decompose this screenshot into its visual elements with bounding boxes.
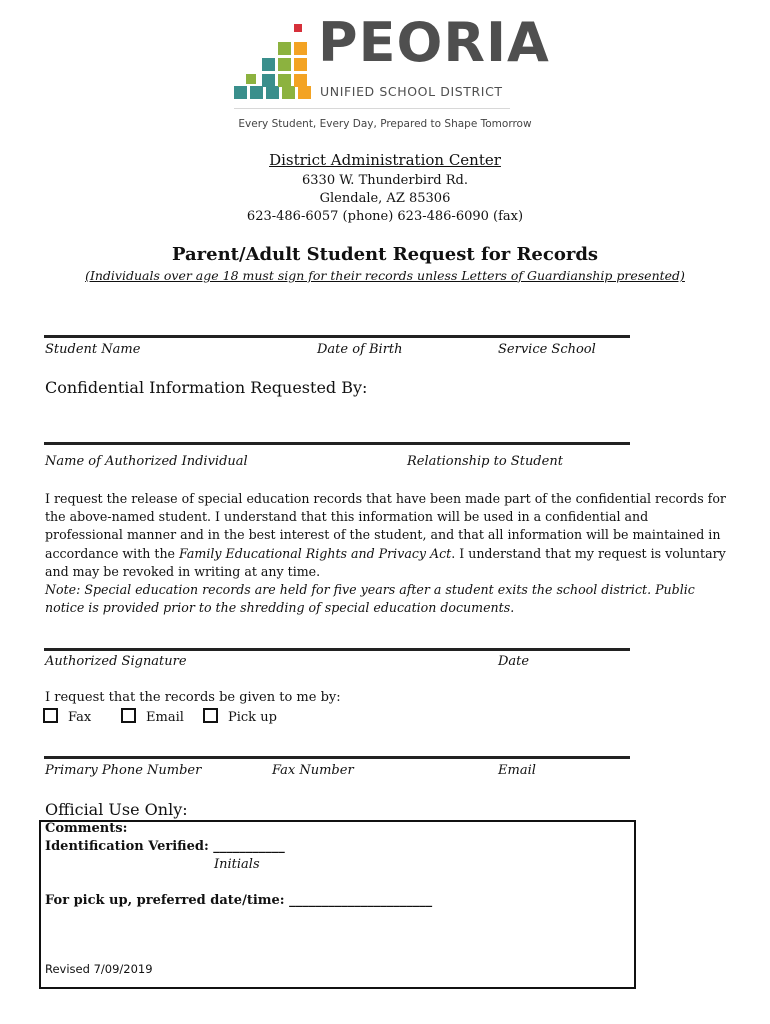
- district-tagline: Every Student, Every Day, Prepared to Shape Tomorrow: [238, 118, 532, 130]
- comments-label: Comments:: [45, 821, 128, 836]
- email-option-label: Email: [146, 710, 184, 725]
- fax-option-label: Fax: [68, 710, 92, 725]
- authorized-individual-label: Name of Authorized Individual: [45, 454, 248, 469]
- address-city: Glendale, AZ 85306: [319, 191, 451, 206]
- revision-date: Revised 7/09/2019: [45, 962, 153, 976]
- date-of-birth-label: Date of Birth: [317, 342, 403, 357]
- district-logo-mark: [234, 24, 314, 100]
- retention-note: Note: Special education records are held for five years after a student exits the school district. Public notice is provided prior to the shredding of special education documents.: [45, 582, 695, 616]
- pickup-checkbox[interactable]: [203, 708, 218, 723]
- contact-info-line[interactable]: [44, 756, 630, 759]
- fax-number-label: Fax Number: [272, 763, 354, 778]
- signature-line[interactable]: [44, 648, 630, 651]
- address-title: District Administration Center: [269, 151, 501, 169]
- email-option[interactable]: [121, 708, 184, 725]
- relationship-label: Relationship to Student: [407, 454, 563, 469]
- requested-by-heading: Confidential Information Requested By:: [45, 378, 368, 397]
- logo-square: [298, 86, 311, 99]
- logo-square: [250, 86, 263, 99]
- identification-verified-field: Identification Verified: ___________: [45, 839, 285, 854]
- logo-square: [294, 58, 307, 71]
- logo-square: [294, 42, 307, 55]
- logo-wordmark: PEORIA: [318, 11, 550, 74]
- ferpa-name: Family Educational Rights and Privacy Act: [179, 545, 452, 561]
- logo-square: [278, 58, 291, 71]
- email-checkbox[interactable]: [121, 708, 136, 723]
- pickup-option[interactable]: [203, 708, 277, 725]
- logo-square: [294, 24, 302, 32]
- official-use-heading: Official Use Only:: [45, 800, 188, 819]
- service-school-label: Service School: [498, 342, 596, 357]
- student-info-line[interactable]: [44, 335, 630, 338]
- logo-square: [282, 86, 295, 99]
- release-text: I request the release of special education records that have been made part of the confidential records for the above-named student. I understand that this information will be used in a confidential and professional manner and in the best interest of the student, and that all information will be maintained in accordance with the: [45, 491, 726, 561]
- form-subtitle: (Individuals over age 18 must sign for their records unless Letters of Guardianship presented): [85, 268, 685, 283]
- logo-square: [234, 86, 247, 99]
- pickup-option-label: Pick up: [228, 710, 277, 725]
- logo-square: [262, 58, 275, 71]
- authorized-info-line[interactable]: [44, 442, 630, 445]
- email-label: Email: [498, 763, 536, 778]
- pickup-datetime-field: For pick up, preferred date/time: ______________________: [45, 893, 433, 908]
- fax-option[interactable]: [43, 708, 91, 725]
- logo-square: [278, 74, 291, 87]
- student-name-label: Student Name: [45, 342, 141, 357]
- logo-square: [266, 86, 279, 99]
- logo-divider: [234, 108, 510, 109]
- primary-phone-label: Primary Phone Number: [45, 763, 202, 778]
- release-text-end: . I understand that my request is voluntary and may be revoked in writing at any time.: [45, 545, 726, 579]
- logo-square: [246, 74, 256, 84]
- authorized-signature-label: Authorized Signature: [45, 654, 187, 669]
- address-street: 6330 W. Thunderbird Rd.: [302, 173, 468, 188]
- logo-subtitle: UNIFIED SCHOOL DISTRICT: [320, 84, 503, 99]
- release-statement: [45, 490, 729, 617]
- initials-label: Initials: [214, 857, 260, 872]
- address-phone-fax: 623-486-6057 (phone) 623-486-6090 (fax): [246, 209, 524, 224]
- form-title: Parent/Adult Student Request for Records: [171, 244, 599, 265]
- logo-square: [278, 42, 291, 55]
- signature-date-label: Date: [498, 654, 530, 669]
- fax-checkbox[interactable]: [43, 708, 58, 723]
- delivery-prompt: I request that the records be given to me by:: [45, 690, 341, 705]
